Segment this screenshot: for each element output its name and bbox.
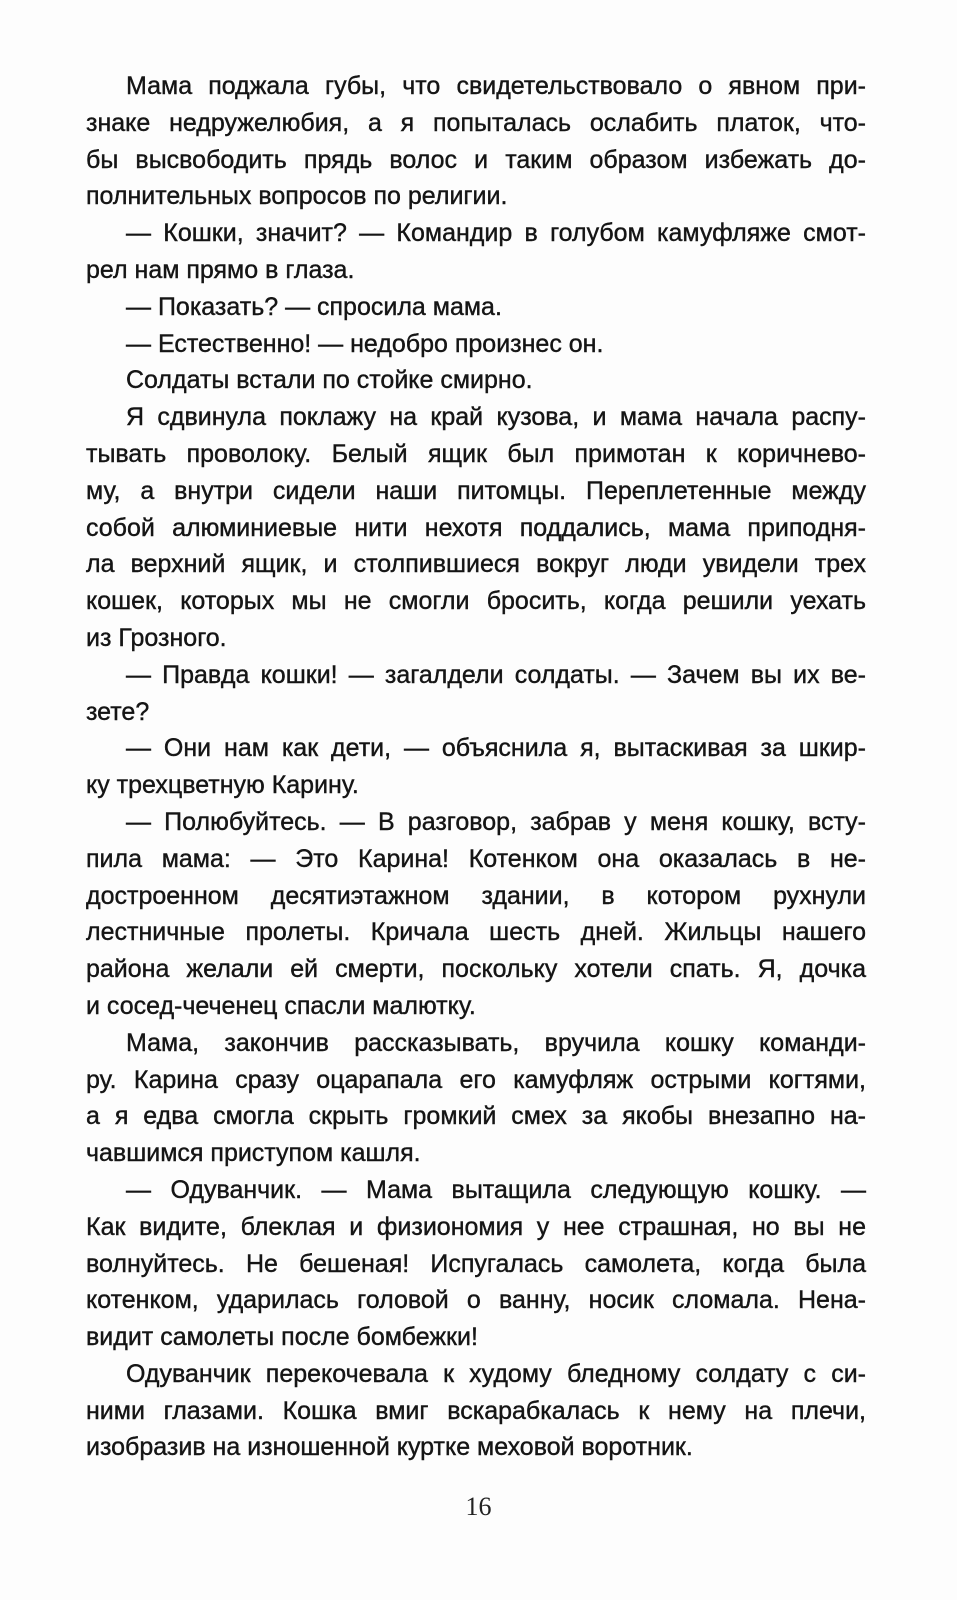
text-line: му, а внутри сидели наши питомцы. Переплетенные между	[86, 476, 866, 505]
text-line: — Кошки, значит? — Командир в голубом камуфляже смот-	[126, 219, 866, 248]
text-line: ру. Карина сразу оцарапала его камуфляж острыми когтями,	[86, 1065, 866, 1094]
text-line: — Они нам как дети, — объяснила я, вытаскивая за шкир-	[126, 734, 866, 763]
text-line: — Показать? — спросила мама.	[126, 292, 502, 321]
text-line: — Одуванчик. — Мама вытащила следующую кошку. —	[126, 1175, 866, 1204]
text-line: района желали ей смерти, поскольку хотели спать. Я, дочка	[86, 955, 866, 984]
text-line: ку трехцветную Карину.	[86, 771, 359, 800]
page-text	[86, 68, 866, 1466]
text-line: — Полюбуйтесь. — В разговор, забрав у меня кошку, всту-	[126, 807, 866, 836]
text-line: собой алюминиевые нити нехотя поддались, мама приподня-	[86, 513, 866, 542]
text-line: кошек, которых мы не смогли бросить, когда решили уехать	[86, 587, 866, 616]
text-line: полнительных вопросов по религии.	[86, 182, 508, 211]
text-line: Я сдвинула поклажу на край кузова, и мама начала распу-	[126, 403, 866, 432]
text-line: тывать проволоку. Белый ящик был примотан к коричнево-	[86, 439, 866, 468]
page-number: 16	[465, 1492, 492, 1521]
text-line: Мама поджала губы, что свидетельствовало о явном при-	[126, 72, 866, 100]
text-line: ними глазами. Кошка вмиг вскарабкалась к нему на плечи,	[86, 1396, 866, 1425]
text-line: Одуванчик перекочевала к худому бледному солдату с си-	[126, 1359, 866, 1388]
text-line: из Грозного.	[86, 623, 227, 652]
text-line: Как видите, блеклая и физиономия у нее страшная, но вы не	[86, 1212, 866, 1241]
text-line: ла верхний ящик, и столпившиеся вокруг люди увидели трех	[86, 550, 866, 579]
text-line: изобразив на изношенной куртке меховой воротник.	[86, 1433, 693, 1462]
text-line: котенком, ударилась головой о ванну, носик сломала. Нена-	[86, 1286, 866, 1315]
text-line: чавшимся приступом кашля.	[86, 1139, 421, 1168]
text-line: волнуйтесь. Не бешеная! Испугалась самолета, когда была	[86, 1249, 866, 1278]
text-line: — Правда кошки! — загалдели солдаты. — Зачем вы их ве-	[126, 660, 866, 689]
text-line: пила мама: — Это Карина! Котенком она оказалась в не-	[86, 844, 866, 873]
text-line: а я едва смогла скрыть громкий смех за якобы внезапно на-	[86, 1102, 866, 1131]
text-line: знаке недружелюбия, а я попыталась ослабить платок, что-	[86, 108, 866, 137]
text-line: Солдаты встали по стойке смирно.	[126, 366, 533, 395]
text-line: видит самолеты после бомбежки!	[86, 1323, 478, 1352]
text-line: — Естественно! — недобро произнес он.	[126, 329, 604, 358]
text-line: рел нам прямо в глаза.	[86, 255, 355, 284]
text-line: Мама, закончив рассказывать, вручила кошку команди-	[126, 1028, 866, 1057]
text-line: достроенном десятиэтажном здании, в котором рухнули	[86, 881, 866, 910]
text-line: и сосед-чеченец спасли малютку.	[86, 991, 476, 1020]
text-line: бы высвободить прядь волос и таким образом избежать до-	[86, 145, 866, 174]
text-line: лестничные пролеты. Кричала шесть дней. Жильцы нашего	[86, 918, 866, 947]
text-line: зете?	[86, 697, 150, 726]
